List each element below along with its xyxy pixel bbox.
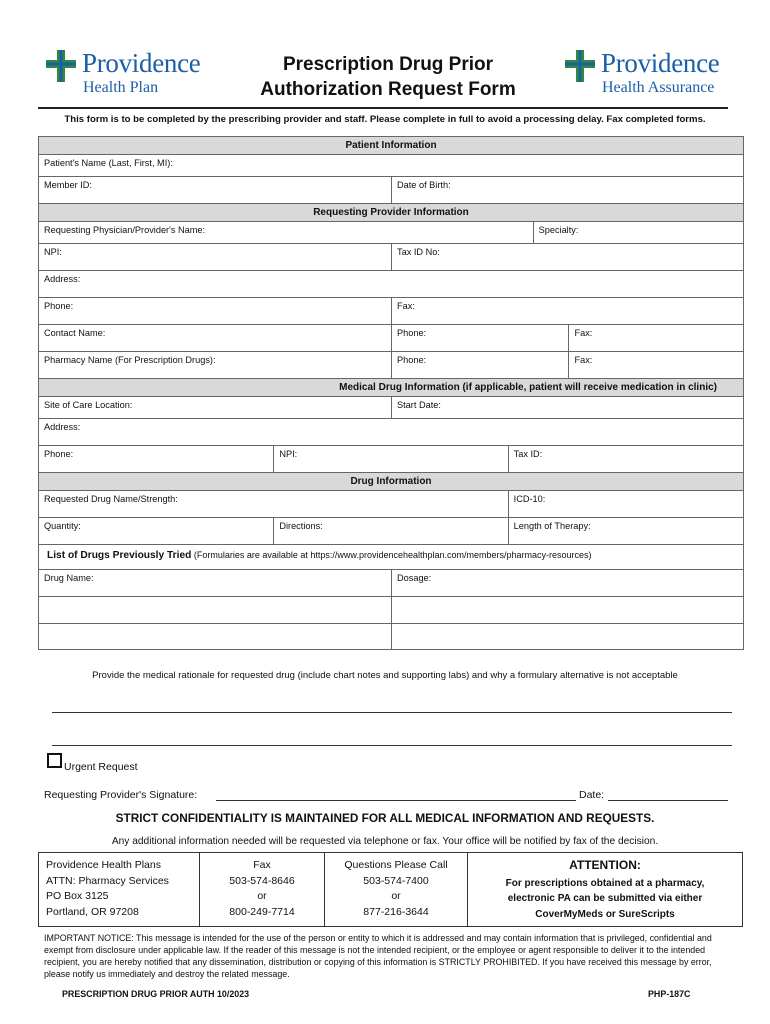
rationale-prompt: Provide the medical rationale for requested drug (include chart notes and supporting labs) and why a formulary alternative is not acceptable <box>92 670 678 681</box>
provider-address-field[interactable]: Address: <box>44 274 81 284</box>
contact-fax-field[interactable]: Fax: <box>568 325 743 351</box>
contact-row <box>38 324 744 351</box>
title-line-2: Authorization Request Form <box>260 79 516 100</box>
rationale-line-2[interactable] <box>52 745 732 746</box>
date-of-birth-field[interactable]: Date of Birth: <box>391 177 743 203</box>
urgent-request-label: Urgent Request <box>64 761 138 773</box>
previous-drug-row <box>38 569 744 596</box>
tax-id-field[interactable]: Tax ID No: <box>391 244 743 270</box>
provider-name-row <box>38 221 744 243</box>
section-medical-drug-information: Medical Drug Information (if applicable, patient will receive medication in clinic) <box>38 378 744 396</box>
fax-number: 800-249-7714 <box>229 905 295 918</box>
pharmacy-name-field[interactable]: Pharmacy Name (For Prescription Drugs): <box>44 355 216 365</box>
provider-fax-field[interactable]: Fax: <box>391 298 743 324</box>
specialty-field[interactable]: Specialty: <box>533 222 743 243</box>
previous-drugs-title: List of Drugs Previously Tried <box>47 550 192 561</box>
additional-info-statement: Any additional information needed will be requested via telephone or fax. Your office will be notified by fax of the decision. <box>111 836 659 847</box>
address-line: Providence Health Plans <box>46 859 161 871</box>
attention-line: electronic PA can be submitted via either <box>507 893 703 904</box>
previous-drug-name-field[interactable]: Drug Name: <box>44 573 94 583</box>
fax-heading: Fax <box>253 859 271 871</box>
footer-form-code: PHP-187C <box>648 989 691 999</box>
logo-name: Providence <box>601 48 720 78</box>
previous-drugs-heading <box>38 544 744 569</box>
icd-10-field[interactable]: ICD-10: <box>508 491 743 517</box>
medical-npi-field[interactable]: NPI: <box>273 446 507 472</box>
cross-icon <box>565 50 595 82</box>
contact-name-field[interactable]: Contact Name: <box>44 328 106 338</box>
logo-name: Providence <box>82 48 201 78</box>
address-line: ATTN: Pharmacy Services <box>46 874 169 887</box>
medical-tax-id-field[interactable]: Tax ID: <box>508 446 743 472</box>
previous-dosage-field[interactable] <box>391 597 743 623</box>
providence-health-plan-logo <box>46 46 226 100</box>
address-line: Portland, OR 97208 <box>46 905 139 918</box>
site-of-care-field[interactable]: Site of Care Location: <box>44 400 133 410</box>
section-drug-information: Drug Information <box>38 472 744 490</box>
medical-address-field[interactable]: Address: <box>44 422 81 432</box>
member-row <box>38 176 744 203</box>
provider-phone-field[interactable]: Phone: <box>44 301 74 311</box>
quantity-row <box>38 517 744 544</box>
medical-phone-row <box>38 445 744 472</box>
phone-or: or <box>391 890 401 902</box>
attention-line: CoverMyMeds or SureScripts <box>535 908 675 920</box>
provider-phone-row <box>38 297 744 324</box>
previous-drug-row <box>38 596 744 623</box>
header-divider <box>38 107 728 109</box>
pharmacy-row <box>38 351 744 378</box>
date-line[interactable] <box>608 800 728 801</box>
previous-drug-row <box>38 623 744 650</box>
previous-drug-name-field[interactable] <box>39 597 391 623</box>
provider-address-row <box>38 270 744 297</box>
providence-health-assurance-logo <box>565 46 745 100</box>
question-numbers <box>324 853 467 926</box>
phone-number: 877-216-3644 <box>363 905 429 918</box>
contact-phone-field[interactable]: Phone: <box>391 325 569 351</box>
rationale-line-1[interactable] <box>52 712 732 713</box>
signature-line[interactable] <box>216 800 576 801</box>
signature-label: Requesting Provider's Signature: <box>44 789 198 801</box>
instructions: This form is to be completed by the prescribing provider and staff. Please complete in full to avoid a processing delay. Fax completed forms. <box>64 114 706 125</box>
medical-address-row <box>38 418 744 445</box>
cross-icon <box>46 50 76 82</box>
address-line: PO Box 3125 <box>46 890 109 902</box>
page-title <box>228 52 548 102</box>
phone-number: 503-574-7400 <box>363 874 429 887</box>
logo-subtitle: Health Assurance <box>602 79 715 96</box>
directions-field[interactable]: Directions: <box>273 518 507 544</box>
section-patient-information: Patient Information <box>38 136 744 154</box>
confidentiality-statement: STRICT CONFIDENTIALITY IS MAINTAINED FOR ALL MEDICAL INFORMATION AND REQUESTS. <box>115 811 655 825</box>
start-date-field[interactable]: Start Date: <box>391 397 743 418</box>
mailing-address <box>39 853 199 926</box>
attention-line: For prescriptions obtained at a pharmacy, <box>505 877 705 889</box>
provider-npi-row <box>38 243 744 270</box>
title-line-1: Prescription Drug Prior <box>282 54 494 75</box>
previous-dosage-field[interactable] <box>391 624 743 649</box>
footer-form-name: PRESCRIPTION DRUG PRIOR AUTH 10/2023 <box>62 989 250 999</box>
date-label: Date: <box>579 789 605 801</box>
attention-title: ATTENTION: <box>569 858 641 872</box>
member-id-field[interactable]: Member ID: <box>44 180 92 190</box>
fax-number: 503-574-8646 <box>229 874 295 887</box>
attention-notice <box>467 853 742 926</box>
patient-name-row <box>38 154 744 176</box>
logo-subtitle: Health Plan <box>83 79 159 96</box>
length-of-therapy-field[interactable]: Length of Therapy: <box>508 518 743 544</box>
drug-name-strength-field[interactable]: Requested Drug Name/Strength: <box>44 494 178 504</box>
fax-numbers <box>199 853 324 926</box>
pharmacy-fax-field[interactable]: Fax: <box>568 352 743 378</box>
formulary-note: (Formularies are available at https://www.providencehealthplan.com/members/pharmacy-resources) <box>193 550 592 560</box>
quantity-field[interactable]: Quantity: <box>44 521 81 531</box>
pharmacy-phone-field[interactable]: Phone: <box>391 352 569 378</box>
previous-drug-name-field[interactable] <box>39 624 391 649</box>
request-form <box>38 136 744 650</box>
patient-name-field[interactable]: Patient's Name (Last, First, MI): <box>44 158 173 168</box>
section-requesting-provider: Requesting Provider Information <box>38 203 744 221</box>
questions-heading: Questions Please Call <box>344 859 448 871</box>
important-notice: IMPORTANT NOTICE: This message is intended for the use of the person or entity to which it is addressed and may contain information that is privileged, confidential and exempt from disclosure under applicable law. If the reader of this message is not the intended recipient, or the employee or agent responsible to deliver it to the intended recipient, you are hereby notified that any dissemination, distribution or copying of this information is STRICTLY PROHIBITED. If you have received this message by error, please notify us immediately and destroy the related message. <box>44 933 712 979</box>
site-of-care-row <box>38 396 744 418</box>
drug-name-row <box>38 490 744 517</box>
urgent-request-checkbox[interactable] <box>47 753 62 768</box>
medical-phone-field[interactable]: Phone: <box>44 449 74 459</box>
contact-box <box>38 852 743 927</box>
provider-npi-field[interactable]: NPI: <box>44 247 62 257</box>
fax-or: or <box>257 890 267 902</box>
previous-dosage-field[interactable]: Dosage: <box>391 570 743 596</box>
provider-name-field[interactable]: Requesting Physician/Provider's Name: <box>44 225 206 235</box>
